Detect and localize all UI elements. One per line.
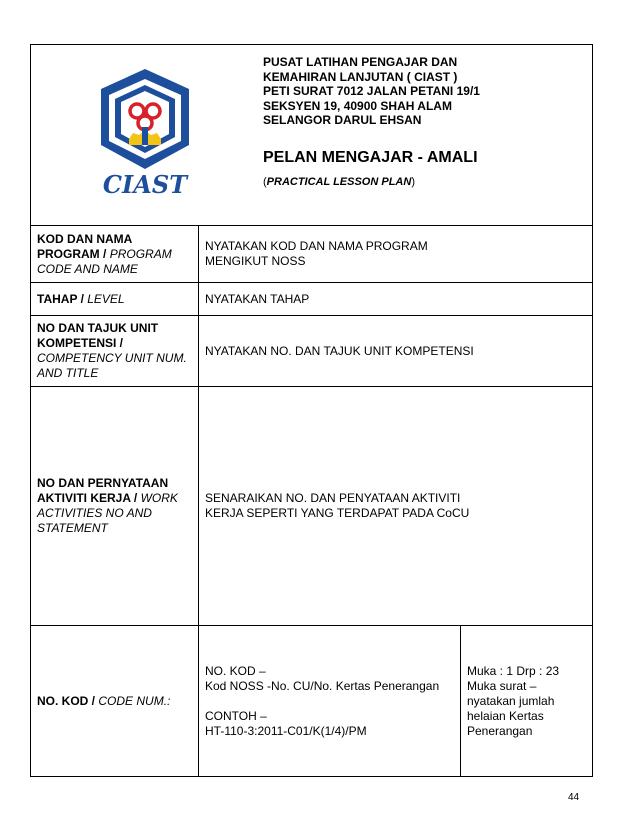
tahap-value: NYATAKAN TAHAP xyxy=(199,283,593,316)
address-line: PETI SURAT 7012 JALAN PETANI 19/1 xyxy=(263,84,480,98)
document-title: PELAN MENGAJAR - AMALI xyxy=(263,149,478,166)
address-line: PUSAT LATIHAN PENGAJAR DAN xyxy=(263,55,458,69)
muka-value: Muka : 1 Drp : 23 Muka surat – nyatakan jumlah helaian Kertas Penerangan xyxy=(461,626,593,777)
form-table xyxy=(30,44,593,777)
aktiviti-row xyxy=(31,387,593,626)
document-subtitle: (PRACTICAL LESSON PLAN) xyxy=(263,176,415,188)
kod-value: NO. KOD – Kod NOSS -No. CU/No. Kertas Penerangan CONTOH – HT-110-3:2011-C01/K(1/4)/PM xyxy=(199,626,461,777)
institution-address xyxy=(263,55,480,128)
unit-label: NO DAN TAJUK UNIT KOMPETENSI / COMPETENCY UNIT NUM. AND TITLE xyxy=(31,316,199,387)
program-row xyxy=(31,226,593,283)
tahap-row xyxy=(31,283,593,316)
ciast-emblem-icon xyxy=(85,65,235,205)
lesson-plan-form xyxy=(30,44,592,777)
aktiviti-label: NO DAN PERNYATAAN AKTIVITI KERJA / WORK ACTIVITIES NO AND STATEMENT xyxy=(31,387,199,626)
aktiviti-value: SENARAIKAN NO. DAN PENYATAAN AKTIVITI KERJA SEPERTI YANG TERDAPAT PADA CoCU xyxy=(199,387,593,626)
kod-row xyxy=(31,626,593,777)
program-label: KOD DAN NAMA PROGRAM / PROGRAM CODE AND NAME xyxy=(31,226,199,283)
tahap-label: TAHAP / LEVEL xyxy=(31,283,199,316)
header-cell xyxy=(31,45,593,226)
address-line: SELANGOR DARUL EHSAN xyxy=(263,113,422,127)
logo-text: CIAST xyxy=(102,170,188,199)
kod-label: NO. KOD / CODE NUM.: xyxy=(31,626,199,777)
ciast-logo xyxy=(85,65,235,205)
address-line: KEMAHIRAN LANJUTAN ( CIAST ) xyxy=(263,69,458,84)
program-value: NYATAKAN KOD DAN NAMA PROGRAM MENGIKUT NOSS xyxy=(199,226,593,283)
address-line: SEKSYEN 19, 40900 SHAH ALAM xyxy=(263,98,452,113)
unit-value: NYATAKAN NO. DAN TAJUK UNIT KOMPETENSI xyxy=(199,316,593,387)
page-number: 44 xyxy=(568,792,580,803)
unit-row xyxy=(31,316,593,387)
